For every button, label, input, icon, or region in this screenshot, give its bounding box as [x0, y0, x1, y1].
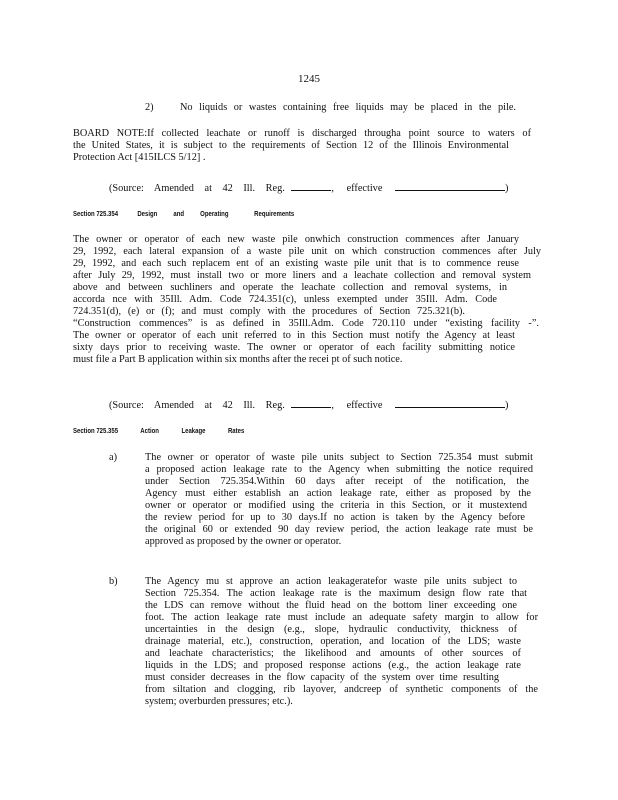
section-number: Section 725.354	[73, 209, 119, 218]
effective-date-blank	[395, 181, 505, 191]
board-note-line: Protection Act [415ILCS 5/12] .	[73, 152, 206, 163]
item-line: under Section 725.354.Within 60 days after receipt of the notification, the	[145, 476, 529, 487]
item-line: drainage material, etc.), construction, operation, and location of the LDS; waste	[145, 636, 521, 647]
item-line: Agency must either establish an action leakage rate, either as proposed by the	[145, 488, 531, 499]
register-blank	[291, 181, 331, 191]
item-line: The Agency mu st approve an action leakageratefor waste pile units subject to	[145, 576, 517, 587]
section-number: Section 725.355	[73, 426, 119, 435]
source-prefix: (Source: Amended at 42 Ill. Reg.	[109, 183, 285, 194]
body-line: The owner or operator of each new waste pile onwhich construction commences after January	[73, 234, 519, 245]
item-line: Section 725.354. The action leakage rate is the maximum design flow rate that	[145, 588, 527, 599]
item-a-text	[145, 452, 533, 548]
source-prefix: (Source: Amended at 42 Ill. Reg.	[109, 400, 285, 411]
body-line: 29, 1992, and each such replacem ent of an existing waste pile unit that is to commence reuse	[73, 258, 519, 269]
body-line: sixty days prior to receiving waste. The owner or operator of each facility submitting notice	[73, 342, 515, 353]
board-note	[73, 128, 531, 164]
item-b-label: b)	[109, 576, 118, 587]
item-line: uncertainties in the design (e.g., slope, hydraulic conductivity, thickness of	[145, 624, 517, 635]
item-line: the LDS can remove without the fluid head on the bottom liner exceeding one	[145, 600, 517, 611]
source-note-1	[109, 181, 508, 195]
item-line: must consider decreases in the flow capacity of the system over time resulting	[145, 672, 499, 683]
page-number: 1245	[298, 73, 320, 85]
body-line: 29, 1992, each lateral expansion of a waste pile unit on which construction commences after July	[73, 246, 541, 257]
source-note-2	[109, 398, 508, 412]
item-line: the review period for up to 30 days.If no action is taken by the Agency before	[145, 512, 525, 523]
item-line: owner or operator or modified using the criteria in this Section, or it mustextend	[145, 500, 527, 511]
source-effective: effective	[346, 400, 383, 411]
body-line: must file a Part B application within six months after the recei pt of such notice.	[73, 354, 403, 365]
section-title-word: and	[173, 209, 185, 218]
source-close: )	[504, 183, 509, 194]
board-note-line: the United States, it is subject to the requirements of Section 12 of the Illinois Environmental	[73, 140, 509, 151]
section-title-word: Action	[140, 426, 159, 435]
item-b-text	[145, 576, 538, 708]
item-line: foot. The action leakage rate must include an adequate safety margin to allow for	[145, 612, 538, 623]
body-line: “Construction commences” is as defined in 35Ill.Adm. Code 720.110 under “existing facility -”.	[73, 318, 539, 329]
source-comma: ,	[331, 183, 334, 194]
register-blank	[291, 398, 331, 408]
body-line: accorda nce with 35Ill. Adm. Code 724.351(c), unless exempted under 35Ill. Adm. Code	[73, 294, 497, 305]
body-line: The owner or operator of each unit referred to in this Section must notify the Agency at least	[73, 330, 515, 341]
body-line: 724.351(d), (e) or (f); and must comply with the procedures of Section 725.321(b).	[73, 306, 465, 317]
item-line: system; overburden pressures; etc.).	[145, 696, 293, 707]
source-comma: ,	[331, 400, 334, 411]
board-note-line: BOARD NOTE:If collected leachate or runoff is discharged througha point source to waters of	[73, 128, 531, 139]
section-title-word: Requirements	[254, 209, 295, 218]
section-725-354-body	[73, 234, 541, 366]
item-a-label: a)	[109, 452, 117, 463]
item-line: The owner or operator of waste pile units subject to Section 725.354 must submit	[145, 452, 533, 463]
source-close: )	[504, 400, 509, 411]
section-title-word: Rates	[227, 426, 245, 435]
body-line: after July 29, 1992, must install two or more liners and a leachate collection and removal system	[73, 270, 531, 281]
section-725-355-heading	[73, 426, 259, 436]
item-2-text: No liquids or wastes containing free liquids may be placed in the pile.	[180, 102, 516, 113]
section-725-354-heading	[73, 209, 309, 219]
section-title-word: Leakage	[181, 426, 206, 435]
item-line: the original 60 or extended 90 day review period, the action leakage rate must be	[145, 524, 533, 535]
section-title-word: Design	[137, 209, 158, 218]
item-line: and leachate characteristics; the likelihood and amounts of other sources of	[145, 648, 521, 659]
item-line: a proposed action leakage rate to the Agency when submitting the notice required	[145, 464, 533, 475]
item-line: liquids in the LDS; and proposed response actions (e.g., the action leakage rate	[145, 660, 521, 671]
item-line: from siltation and clogging, rib layover, andcreep of synthetic components of the	[145, 684, 538, 695]
source-effective: effective	[346, 183, 383, 194]
section-title-word: Operating	[200, 209, 229, 218]
effective-date-blank	[395, 398, 505, 408]
body-line: above and between suchliners and operate the leachate collection and removal systems, in	[73, 282, 507, 293]
item-2-label: 2)	[145, 102, 154, 113]
item-line: approved as proposed by the owner or operator.	[145, 536, 342, 547]
